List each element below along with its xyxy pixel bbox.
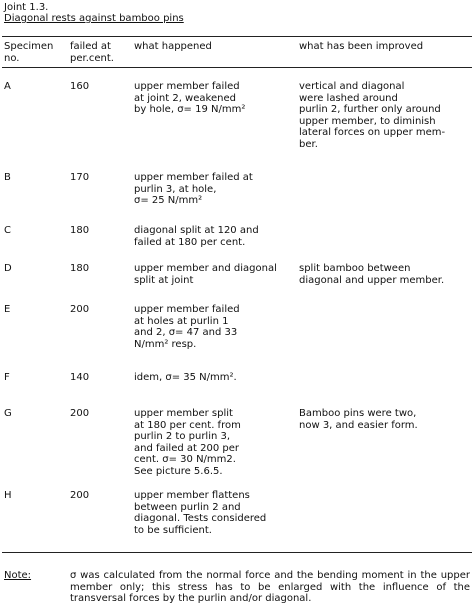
- table-top-rule: [2, 36, 472, 37]
- document-subtitle: Diagonal rests against bamboo pins: [4, 13, 184, 24]
- row-g-failed: 200: [70, 408, 90, 419]
- row-h-specimen: H: [4, 490, 12, 501]
- header-specimen: Specimen no.: [4, 41, 54, 64]
- row-a-failed: 160: [70, 81, 90, 92]
- row-g-happened: upper member split at 180 per cent. from purlin 2 to purlin 3, and failed at 200 per cent. σ= 30 N/mm2. See picture 5.6.5.: [134, 408, 241, 477]
- row-h-failed: 200: [70, 490, 90, 501]
- note-label: Note:: [4, 570, 32, 581]
- row-d-happened: upper member and diagonal split at joint: [134, 263, 277, 286]
- header-failed-at: failed at per.cent.: [70, 41, 114, 64]
- row-a-improved: vertical and diagonal were lashed around purlin 2, further only around upper member, to diminish lateral forces on upper mem- ber.: [299, 81, 446, 150]
- header-what-happened: what happened: [134, 41, 212, 52]
- header-rule: [2, 67, 472, 68]
- row-e-failed: 200: [70, 304, 90, 315]
- row-e-specimen: E: [4, 304, 11, 315]
- row-a-specimen: A: [4, 81, 11, 92]
- note-text: σ was calculated from the normal force and the bending moment in the upper member only; this stress has to be enlarged with the influence of the transversal forces by the purlin and/or diagonal.: [70, 570, 470, 604]
- row-a-happened: upper member failed at joint 2, weakened by hole, σ= 19 N/mm²: [134, 81, 246, 115]
- row-g-improved: Bamboo pins were two, now 3, and easier form.: [299, 408, 418, 431]
- row-d-failed: 180: [70, 263, 90, 274]
- row-b-failed: 170: [70, 172, 90, 183]
- table-bottom-rule: [2, 552, 472, 553]
- row-b-happened: upper member failed at purlin 3, at hole, σ= 25 N/mm²: [134, 172, 253, 206]
- row-f-specimen: F: [4, 372, 10, 383]
- row-f-happened: idem, σ= 35 N/mm².: [134, 372, 237, 383]
- row-e-happened: upper member failed at holes at purlin 1 and 2, σ= 47 and 33 N/mm² resp.: [134, 304, 240, 350]
- row-b-specimen: B: [4, 172, 11, 183]
- header-what-improved: what has been improved: [299, 41, 424, 52]
- row-c-failed: 180: [70, 225, 90, 236]
- row-d-improved: split bamboo between diagonal and upper member.: [299, 263, 445, 286]
- row-f-failed: 140: [70, 372, 90, 383]
- row-c-specimen: C: [4, 225, 11, 236]
- document-title: Joint 1.3.: [4, 2, 49, 13]
- row-g-specimen: G: [4, 408, 12, 419]
- row-c-happened: diagonal split at 120 and failed at 180 per cent.: [134, 225, 259, 248]
- row-h-happened: upper member flattens between purlin 2 and diagonal. Tests considered to be sufficient.: [134, 490, 267, 536]
- row-d-specimen: D: [4, 263, 12, 274]
